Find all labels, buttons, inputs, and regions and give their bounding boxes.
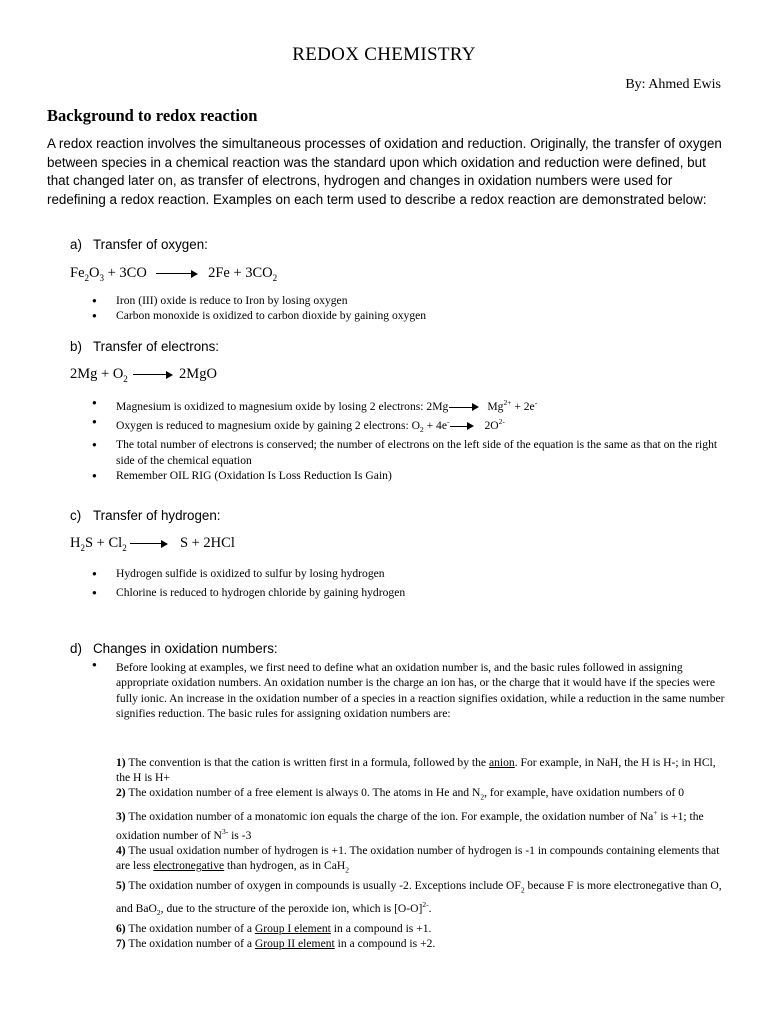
- section-d-title: [70, 641, 278, 656]
- eq-b-sub: 2: [123, 373, 128, 384]
- eq-a-sub: 3: [99, 272, 104, 283]
- rule-6: [116, 921, 728, 936]
- equation-a: [70, 265, 277, 283]
- rule-text: The oxidation number of a free element is always 0. The atoms in He and N: [125, 786, 481, 800]
- reaction-arrow-icon: [133, 371, 173, 379]
- list-item: ● Hydrogen sulfide is oxidized to sulfur by losing hydrogen: [92, 566, 405, 581]
- rule-7: [116, 936, 728, 951]
- list-item: ● Iron (III) oxide is reduce to Iron by losing oxygen: [92, 293, 426, 308]
- bullet-sub: 2: [419, 425, 424, 435]
- section-c-text: Transfer of hydrogen:: [93, 508, 221, 523]
- rule-text: is -3: [228, 828, 252, 842]
- reaction-arrow-icon: [156, 270, 198, 278]
- rule-number: 3): [116, 809, 126, 823]
- bullet-text: + 4e: [423, 418, 447, 432]
- reaction-arrow-icon: [130, 540, 168, 548]
- section-heading: Background to redox reaction: [47, 106, 258, 125]
- rule-text: than hydrogen, as in CaH: [224, 859, 346, 873]
- group-ii-element-link[interactable]: Group II element: [254, 936, 335, 950]
- eq-c-term: H: [70, 535, 81, 551]
- section-c-title: [70, 508, 221, 523]
- bullet-text: Mg: [487, 399, 504, 413]
- eq-a-sub: 2: [84, 272, 89, 283]
- rule-sup: +: [653, 807, 658, 817]
- rule-number: 6): [116, 921, 126, 935]
- rule-text: The oxidation number of oxygen in compounds is usually -2. Exceptions include OF: [125, 878, 521, 892]
- equation-b: [70, 366, 217, 384]
- rule-2: [116, 785, 728, 805]
- eq-a-sub: 2: [272, 272, 278, 283]
- rule-sup: 2-: [422, 900, 429, 910]
- rule-text: is +1; the oxidation number of N: [116, 809, 704, 842]
- rule-number: 1): [116, 756, 126, 769]
- rule-text: .: [428, 902, 432, 916]
- section-b-label: b): [70, 339, 82, 354]
- author-byline: By: Ahmed Ewis: [625, 77, 721, 92]
- rule-sub: 2: [345, 865, 349, 875]
- rule-number: 7): [116, 936, 126, 950]
- eq-b-term: 2Mg + O: [70, 366, 124, 382]
- section-d-intro: Before looking at examples, we first need to define what an oxidation number is, and the basic rules followed in assigning appropriate oxidation numbers. An oxidation number is the charge an ion has, or the charge that it would have if the species were fully ionic. An increase in the oxidation number of a species in a reaction signifies oxidation, while a reduction in the same number signifies reduction. The basic rules for assigning oxidation numbers are:: [116, 661, 725, 720]
- bullet-text: Oxygen is reduced to magnesium oxide by gaining 2 electrons: O: [116, 418, 420, 432]
- rule-text: The convention is that the cation is written first in a formula, followed by the: [125, 756, 489, 769]
- reaction-arrow-icon: [449, 403, 479, 411]
- bullet-sup: -: [534, 398, 538, 407]
- rule-text: The usual oxidation number of hydrogen is +1. The oxidation number of hydrogen is -1 in compounds containing elements that are less: [116, 844, 720, 873]
- bullet-text: + 2e: [511, 399, 535, 413]
- rule-text: The oxidation number of a monatomic ion equals the charge of the ion. For example, the oxidation number of Na: [125, 809, 654, 823]
- list-item: [92, 414, 728, 437]
- rule-sub: 2: [156, 908, 161, 918]
- reaction-arrow-icon: [450, 422, 474, 430]
- group-i-element-link[interactable]: Group I element: [254, 921, 331, 935]
- list-item: ● Carbon monoxide is oxidized to carbon dioxide by gaining oxygen: [92, 308, 426, 323]
- eq-c-term: S + Cl: [84, 535, 123, 551]
- list-item: ● Remember OIL RIG (Oxidation Is Loss Reduction Is Gain): [92, 468, 728, 483]
- bullet-sup: 2+: [503, 398, 512, 407]
- bullet-text: 2O: [484, 418, 499, 432]
- rule-sup: 3-: [221, 826, 229, 836]
- equation-c: [70, 535, 235, 553]
- section-a-label: a): [70, 237, 82, 252]
- eq-c-sub: 2: [80, 542, 85, 553]
- section-b-title: [70, 339, 219, 354]
- rule-sub: 2: [480, 792, 485, 802]
- list-item: [92, 395, 728, 414]
- eq-a-term: Fe: [70, 265, 85, 281]
- rule-text: , for example, have oxidation numbers of 0: [484, 786, 685, 800]
- section-a-text: Transfer of oxygen:: [93, 237, 208, 252]
- eq-c-product: S + 2HCl: [179, 535, 235, 551]
- anion-link[interactable]: anion: [488, 756, 515, 769]
- rule-text: The oxidation number of a: [125, 936, 255, 950]
- eq-a-term: + 3CO: [103, 265, 147, 281]
- bullet-sup: -: [446, 417, 450, 427]
- section-c-bullets: [92, 566, 405, 600]
- section-b-bullets: [92, 395, 728, 483]
- rule-4: [116, 843, 728, 878]
- rule-sub: 2: [520, 885, 525, 895]
- electronegative-link[interactable]: electronegative: [153, 859, 225, 873]
- list-item: ● The total number of electrons is conserved; the number of electrons on the left side of the equation is the same as that on the right side of the chemical equation: [92, 437, 728, 467]
- intro-paragraph: A redox reaction involves the simultaneous processes of oxidation and reduction. Originally, the transfer of oxygen between species in a chemical reaction was the standard upon which oxidation and reduction were defined, but that changed later on, as transfer of electrons, hydrogen and changes in oxidation numbers were used for redefining a redox reaction. Examples on each term used to describe a redox reaction are demonstrated below:: [47, 136, 722, 207]
- rule-number: 4): [116, 844, 126, 858]
- eq-a-product: 2Fe + 3CO: [208, 265, 273, 281]
- rule-3: [116, 805, 728, 843]
- section-c-label: c): [70, 508, 82, 523]
- eq-c-sub: 2: [122, 542, 127, 553]
- bullet-text: Magnesium is oxidized to magnesium oxide by losing 2 electrons: 2Mg: [116, 399, 449, 413]
- rule-text: in a compound is +1.: [330, 921, 432, 935]
- rule-number: 2): [116, 786, 126, 800]
- rule-text: , due to the structure of the peroxide ion, which is [O-O]: [160, 902, 423, 916]
- section-d-text: Changes in oxidation numbers:: [93, 641, 278, 656]
- eq-b-product: 2MgO: [179, 366, 217, 382]
- oxidation-rules: [116, 755, 728, 951]
- eq-a-term: O: [89, 265, 100, 281]
- list-item: ● Chlorine is reduced to hydrogen chloride by gaining hydrogen: [92, 585, 405, 600]
- rule-text: . For example, in NaH, the H is H-; in HCl, the H is H+: [116, 756, 716, 785]
- rule-text: The oxidation number of a: [125, 921, 255, 935]
- section-a-bullets: [92, 293, 426, 323]
- section-b-text: Transfer of electrons:: [93, 339, 220, 354]
- bullet-sup: 2-: [498, 417, 505, 427]
- rule-5: [116, 878, 728, 921]
- rule-1: [116, 755, 728, 785]
- section-d-label: d): [70, 641, 82, 656]
- bullet-icon: ●: [92, 660, 97, 669]
- rule-number: 5): [116, 878, 126, 892]
- rule-text: because F is more electronegative than O, and BaO: [116, 878, 722, 916]
- rule-text: in a compound is +2.: [334, 936, 436, 950]
- page-title: REDOX CHEMISTRY: [292, 44, 476, 65]
- section-a-title: [70, 237, 208, 252]
